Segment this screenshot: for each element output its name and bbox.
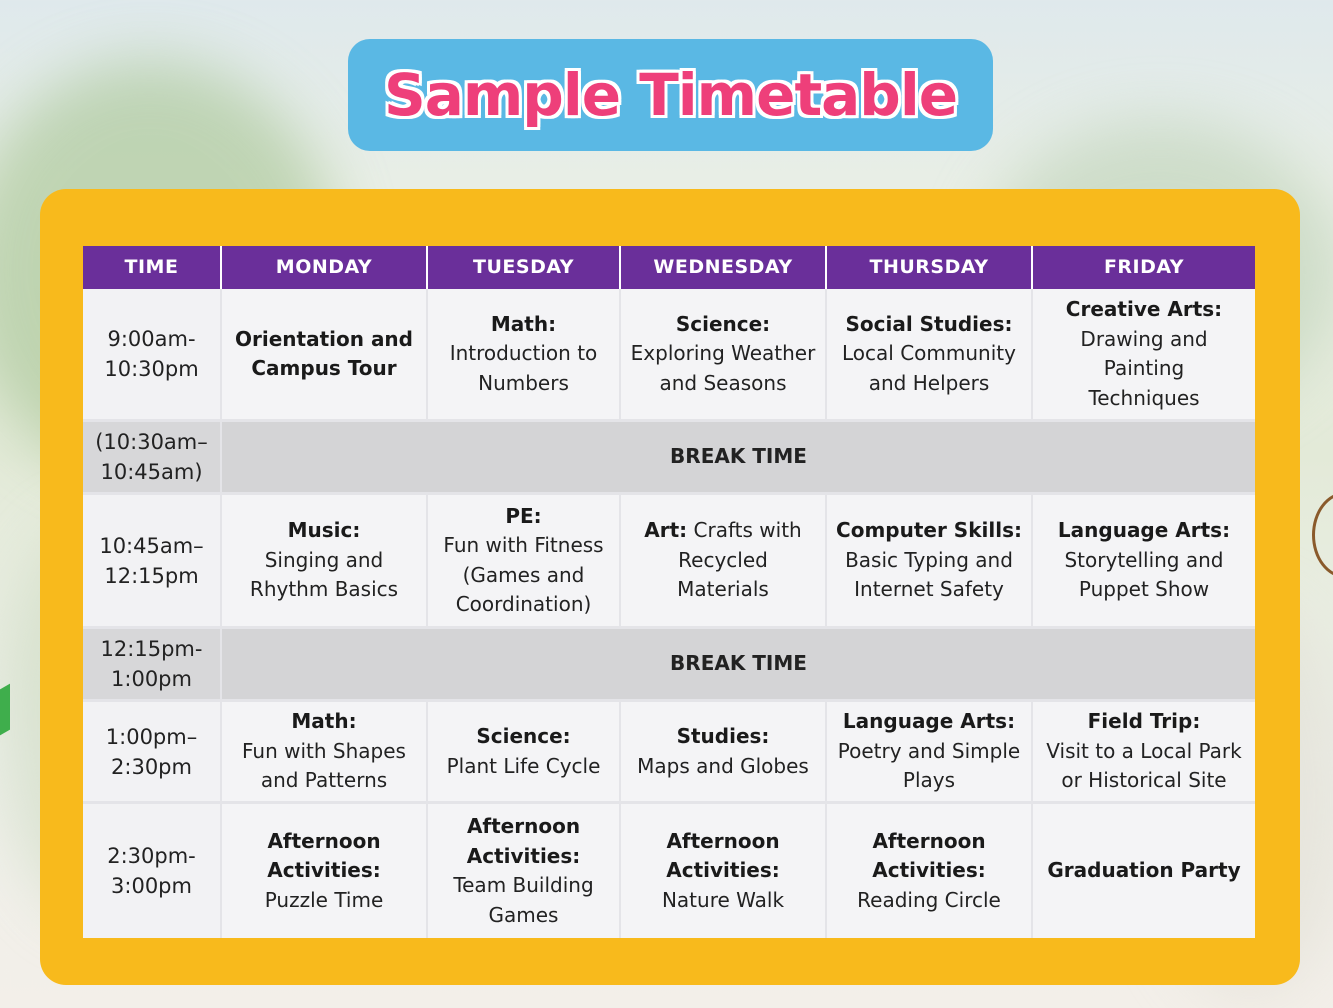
timetable-cell (621, 289, 827, 422)
subject-label: Music: (287, 518, 361, 543)
activity-text: Puppet Show (1078, 577, 1210, 602)
subject-label: Math: (291, 709, 357, 734)
subject-label: Afternoon (666, 828, 780, 853)
activity-text: Maps and Globes (637, 753, 809, 778)
timetable-cell (827, 495, 1033, 629)
activity-text: Plays (902, 768, 956, 793)
timetable-cell (1033, 702, 1255, 804)
activity-text: and Helpers (868, 370, 990, 395)
timetable-cell (428, 702, 621, 804)
subject-label: Language Arts: (842, 709, 1016, 734)
header-monday: MONDAY (222, 246, 428, 289)
time-slot (83, 495, 222, 629)
time-start: 2:30pm- (107, 844, 196, 868)
subject-label: Computer Skills: (836, 518, 1022, 543)
timetable-cell (1033, 804, 1255, 938)
activity-text: Poetry and Simple (837, 738, 1021, 763)
activity-text: Drawing and (1080, 326, 1208, 351)
activity-text: Nature Walk (661, 887, 785, 912)
subject-label: Math: (490, 311, 557, 336)
timetable-cell (1033, 495, 1255, 629)
activity-text: Painting (1103, 356, 1185, 380)
timetable-cell (222, 702, 428, 804)
time-end: 1:00pm (111, 667, 192, 691)
subject-label: Activities: (466, 843, 581, 868)
activity-text: Fun with Shapes (242, 738, 406, 763)
subject-label: Afternoon (466, 814, 581, 838)
subject-label: PE: (505, 503, 542, 528)
activity-text: Exploring Weather (630, 341, 816, 366)
timetable-cell (621, 702, 827, 804)
subject-label: Orientation and (235, 326, 413, 351)
timetable-cell (827, 804, 1033, 938)
activity-text: Visit to a Local Park (1046, 738, 1242, 763)
activity-text: Recycled (678, 547, 768, 572)
activity-text: Numbers (478, 370, 569, 395)
timetable-cell (1033, 289, 1255, 422)
subject-label: Field Trip: (1087, 709, 1201, 734)
timetable-cell (428, 289, 621, 422)
header-time: TIME (83, 246, 222, 289)
activity-text: or Historical Site (1061, 768, 1227, 793)
time-start: 1:00pm– (105, 724, 198, 749)
time-end: 3:00pm (111, 874, 192, 898)
header-thursday: THURSDAY (827, 246, 1033, 289)
activity-text: Plant Life Cycle (446, 753, 601, 778)
subject-label: Activities: (666, 858, 780, 883)
time-start: (10:30am– (95, 430, 208, 454)
time-end: 10:45am) (100, 460, 203, 484)
activity-text: Materials (677, 577, 769, 602)
time-slot (83, 629, 222, 702)
subject-label: Science: (476, 724, 571, 748)
subject-label: Activities: (872, 858, 986, 883)
time-slot (83, 702, 222, 804)
activity-text: and Seasons (659, 370, 787, 395)
title-banner (348, 39, 993, 151)
time-start: 12:15pm- (100, 637, 203, 661)
activity-text: Singing and (264, 547, 384, 572)
time-start: 10:45am– (99, 533, 204, 558)
time-slot (83, 804, 222, 938)
timetable-cell (621, 804, 827, 938)
timetable-cell (827, 289, 1033, 422)
activity-text: Coordination) (455, 592, 592, 616)
header-friday: FRIDAY (1033, 246, 1255, 289)
timetable-cell (222, 804, 428, 938)
page-title: Sample Timetable (383, 61, 958, 129)
subject-label: Graduation Party (1047, 858, 1241, 883)
timetable-cell (621, 495, 827, 629)
activity-text: Techniques (1088, 385, 1200, 410)
header-wednesday: WEDNESDAY (621, 246, 827, 289)
subject-label: Campus Tour (251, 356, 397, 380)
activity-text: Introduction to (449, 341, 598, 366)
time-end: 2:30pm (111, 754, 192, 779)
subject-line (644, 516, 801, 546)
subject-label: Science: (675, 311, 771, 336)
timetable-cell (222, 289, 428, 422)
activity-text: Crafts with (687, 518, 802, 543)
time-start: 9:00am- (107, 327, 196, 351)
timetable-cell (827, 702, 1033, 804)
activity-text: Rhythm Basics (249, 577, 399, 602)
break-label: BREAK TIME (670, 444, 807, 469)
break-time-row (222, 422, 1255, 495)
subject-label: Afternoon (267, 828, 381, 853)
activity-text: and Patterns (260, 768, 388, 793)
time-slot (83, 289, 222, 422)
subject-label: Language Arts: (1057, 518, 1231, 543)
activity-text: Games (488, 902, 559, 927)
subject-label: Art: (644, 518, 688, 543)
timetable-cell (428, 804, 621, 938)
timetable (83, 246, 1255, 938)
break-label: BREAK TIME (670, 651, 807, 676)
subject-label: Studies: (676, 724, 770, 748)
activity-text: Internet Safety (854, 577, 1004, 602)
activity-text: Team Building (453, 873, 594, 897)
subject-label: Creative Arts: (1065, 297, 1223, 321)
decorative-shape (1312, 492, 1333, 578)
time-slot (83, 422, 222, 495)
timetable-cell (428, 495, 621, 629)
activity-text: Local Community (842, 341, 1016, 366)
time-end: 10:30pm (104, 357, 199, 381)
subject-label: Activities: (267, 858, 381, 883)
header-tuesday: TUESDAY (428, 246, 621, 289)
activity-text: Fun with Fitness (443, 533, 604, 557)
subject-label: Social Studies: (845, 311, 1013, 336)
subject-label: Afternoon (872, 828, 986, 853)
activity-text: Basic Typing and (845, 547, 1013, 572)
time-end: 12:15pm (104, 563, 199, 588)
activity-text: Puzzle Time (264, 887, 384, 912)
activity-text: (Games and (462, 562, 585, 587)
activity-text: Reading Circle (857, 887, 1001, 912)
timetable-cell (222, 495, 428, 629)
break-time-row (222, 629, 1255, 702)
activity-text: Storytelling and (1064, 547, 1224, 572)
